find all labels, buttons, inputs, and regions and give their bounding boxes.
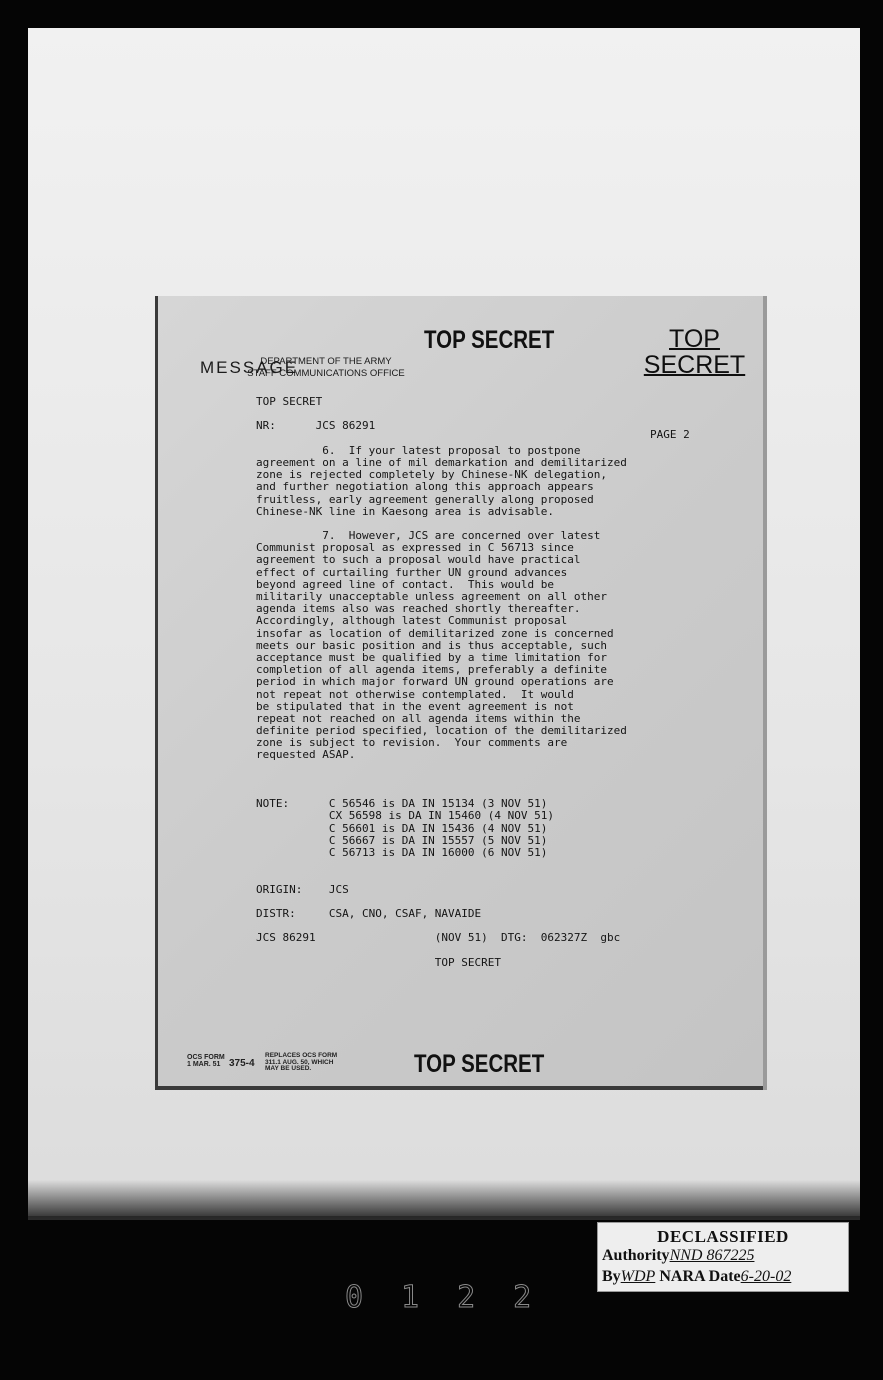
declassified-title: DECLASSIFIED bbox=[657, 1227, 789, 1246]
message-line bbox=[256, 944, 716, 956]
message-line bbox=[256, 871, 716, 883]
message-line: ORIGIN: JCS bbox=[256, 882, 349, 896]
page-number: PAGE 2 bbox=[650, 428, 690, 441]
message-line bbox=[256, 433, 716, 445]
message-line: meets our basic position and is thus acceptable, such bbox=[256, 638, 607, 652]
form-number: 375-4 bbox=[229, 1058, 255, 1069]
message-line: Chinese-NK line in Kaesong area is advisable. bbox=[256, 504, 555, 518]
message-line: 7. However, JCS are concerned over latest bbox=[256, 529, 601, 543]
message-label: MESSAGE bbox=[200, 358, 299, 377]
message-line: NOTE: C 56546 is DA IN 15134 (3 NOV 51) bbox=[256, 797, 548, 811]
authority-label: Authority bbox=[602, 1247, 670, 1264]
classification-footer: TOP SECRET bbox=[414, 1050, 545, 1078]
frame-number: 0122 bbox=[345, 1280, 570, 1315]
message-line: DISTR: CSA, CNO, CSAF, NAVAIDE bbox=[256, 906, 482, 920]
message-line: beyond agreed line of contact. This would be bbox=[256, 577, 555, 591]
message-line: C 56667 is DA IN 15557 (5 NOV 51) bbox=[256, 833, 548, 847]
top-secret-stamp bbox=[632, 326, 757, 378]
message-line bbox=[256, 774, 716, 786]
classification-header: TOP SECRET bbox=[424, 326, 555, 354]
film-shadow bbox=[28, 1180, 860, 1220]
message-line: fruitless, early agreement generally along proposed bbox=[256, 492, 594, 506]
date-value: 6-20-02 bbox=[740, 1268, 792, 1285]
message-line: 6. If your latest proposal to postpone bbox=[256, 443, 581, 457]
message-line bbox=[256, 859, 716, 871]
message-line: zone is rejected completely by Chinese-NK delegation, bbox=[256, 468, 607, 482]
by-line bbox=[602, 1268, 791, 1286]
message-line: agreement to such a proposal would have practical bbox=[256, 553, 581, 567]
message-line: CX 56598 is DA IN 15460 (4 NOV 51) bbox=[256, 809, 555, 823]
message-line: TOP SECRET bbox=[256, 955, 502, 969]
by-value: WDP bbox=[620, 1268, 656, 1285]
form-code bbox=[187, 1054, 225, 1068]
authority-line bbox=[602, 1247, 754, 1265]
authority-value: NND 867225 bbox=[669, 1247, 755, 1264]
message-body bbox=[256, 396, 716, 969]
by-label: By bbox=[602, 1268, 621, 1285]
message-line: acceptance must be qualified by a time limitation for bbox=[256, 650, 607, 664]
department-name: DEPARTMENT OF THE ARMY bbox=[260, 356, 392, 367]
message-line: effect of curtailing further UN ground advances bbox=[256, 565, 568, 579]
message-line bbox=[256, 762, 716, 774]
form-replaces-note: REPLACES OCS FORM 311.1 AUG. 50, WHICH MAY BE USED. bbox=[265, 1052, 338, 1072]
message-line: TOP SECRET bbox=[256, 395, 323, 408]
message-line: repeat not reached on all agenda items within the bbox=[256, 711, 581, 725]
nara-date-label: NARA Date bbox=[659, 1268, 741, 1285]
stamp-line-2: SECRET bbox=[643, 351, 746, 379]
form-date: 1 MAR. 51 bbox=[187, 1061, 221, 1068]
message-line: Communist proposal as expressed in C 56713 since bbox=[256, 541, 574, 555]
message-line: agenda items also was reached shortly thereafter. bbox=[256, 602, 581, 616]
message-line: and further negotiation along this approach appears bbox=[256, 480, 594, 494]
message-line: JCS 86291 (NOV 51) DTG: 062327Z gbc bbox=[256, 931, 621, 945]
office-name: STAFF COMMUNICATIONS OFFICE bbox=[247, 368, 405, 379]
message-line: zone is subject to revision. Your comments are bbox=[256, 736, 568, 750]
message-line: be stipulated that in the event agreement is not bbox=[256, 699, 574, 713]
message-line: militarily unacceptable unless agreement on all other bbox=[256, 590, 607, 603]
message-line: period in which major forward UN ground operations are bbox=[256, 675, 614, 689]
declassified-stamp bbox=[597, 1222, 849, 1292]
message-line: requested ASAP. bbox=[256, 748, 356, 762]
message-line: completion of all agenda items, preferably a definite bbox=[256, 663, 607, 677]
message-line: definite period specified, location of the demilitarized bbox=[256, 724, 627, 738]
message-line: C 56713 is DA IN 16000 (6 NOV 51) bbox=[256, 845, 548, 859]
message-line: insofar as location of demilitarized zone is concerned bbox=[256, 626, 614, 640]
message-line: Accordingly, although latest Communist proposal bbox=[256, 614, 568, 628]
message-line: not repeat not otherwise contemplated. It would bbox=[256, 687, 574, 701]
message-line: NR: JCS 86291 bbox=[256, 419, 376, 433]
message-line: agreement on a line of mil demarkation and demilitarized bbox=[256, 455, 627, 469]
form-code-label: OCS FORM bbox=[187, 1054, 225, 1061]
stamp-line-1: TOP bbox=[669, 325, 720, 353]
message-line: C 56601 is DA IN 15436 (4 NOV 51) bbox=[256, 821, 548, 835]
